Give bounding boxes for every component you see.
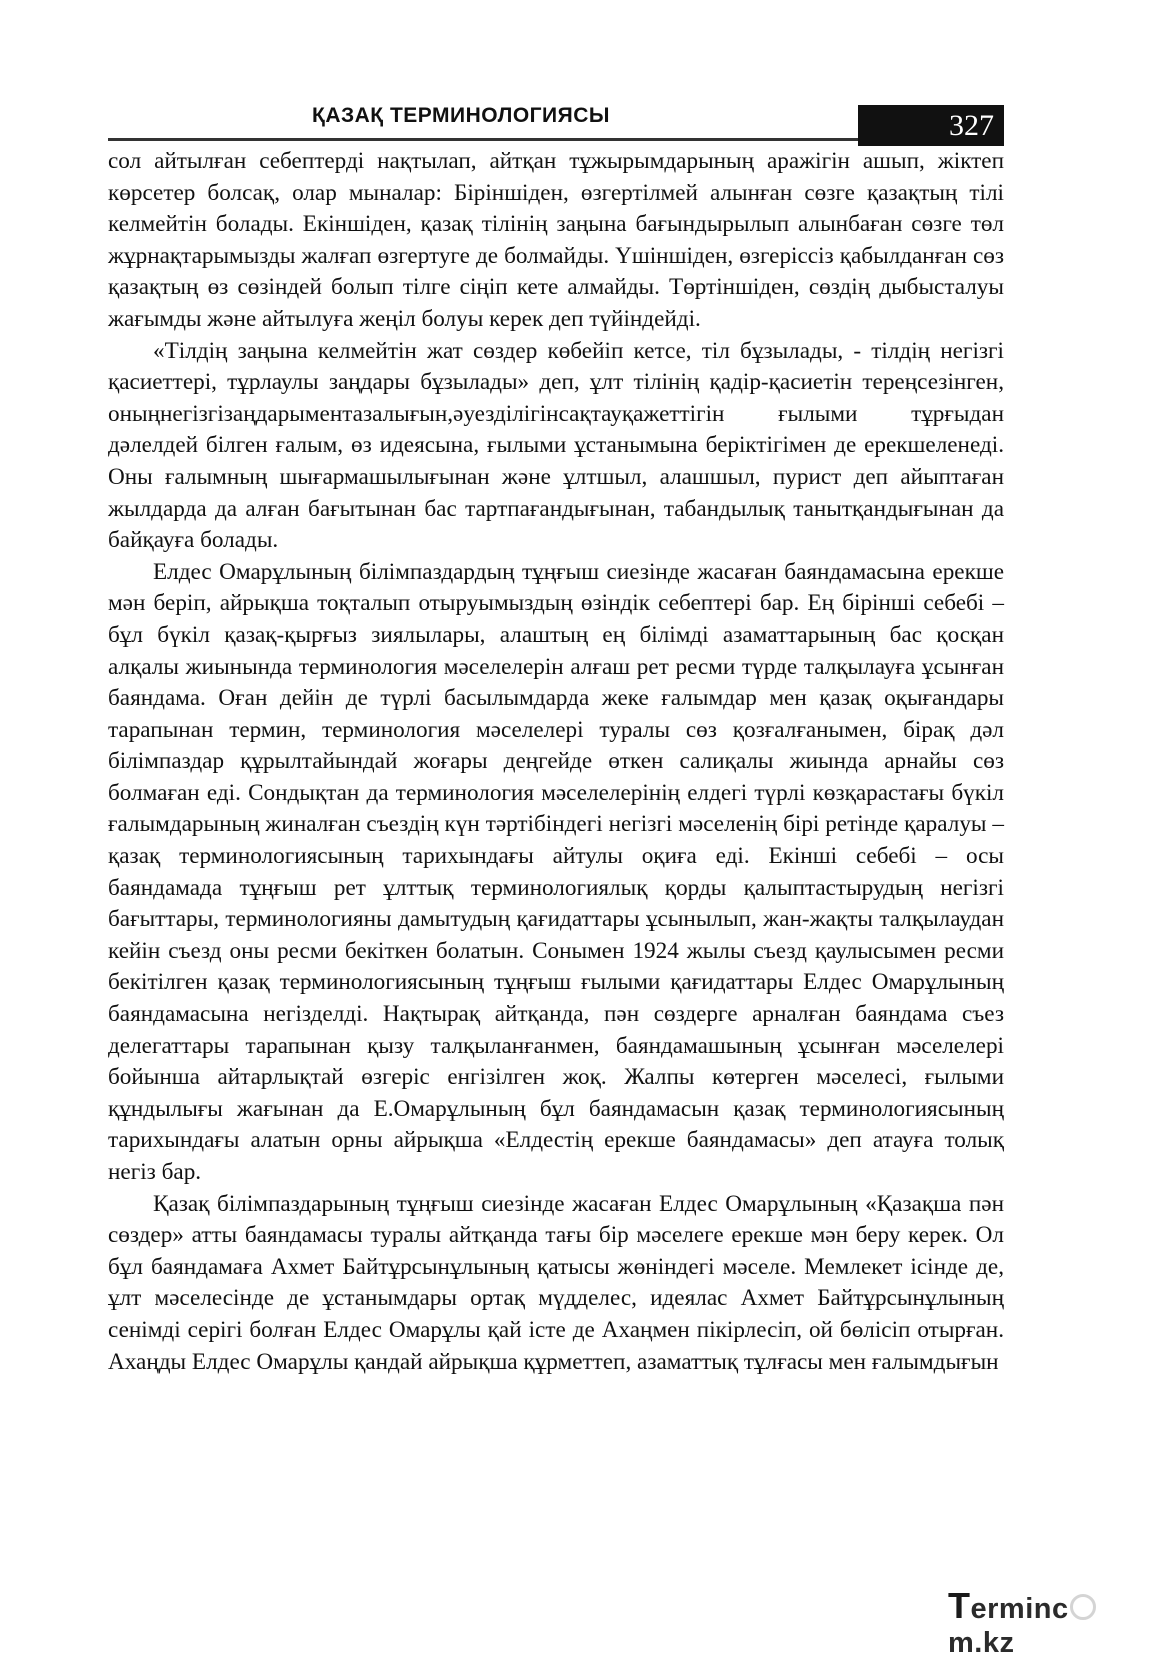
paragraph-2: «Тілдің заңына келмейтін жат сөздер көбейіп кетсе, тіл бұзылады, - тілдің негізгі қасиеттері, тұрлаулы заңдары бұзылады» деп, ұлт тілінің қадір-қасиетін тереңсезінген, оныңнегізгізаңдарыментазалығын,әуезділігінсақтауқажеттігін ғылыми тұрғыдан дәлелдей білген ғалым, өз идеясына, ғылыми ұстанымына беріктігімен де ерекшеленеді. Оны ғалымның шығармашылығынан және ұлтшыл, алашшыл, пурист деп айыптаған жылдарда да алған бағытынан бас тартпағандығынан, табандылық танытқандығынан да байқауға болады. bbox=[108, 337, 1004, 554]
watermark-o-circle-icon bbox=[1070, 1594, 1096, 1620]
running-header-title: ҚАЗАҚ ТЕРМИНОЛОГИЯСЫ bbox=[312, 104, 610, 127]
paragraph-3: Елдес Омарұлының білімпаздардың тұңғыш сиезінде жасаған баяндамасына ерекше мән беріп, айрықша тоқталып отыруымыздың өзіндік себептері бар. Ең бірінші себебі – бұл бүкіл қазақ-қырғыз зиялылары, алаштың ең білімді азаматтарының бас қосқан алқалы жиынында терминология мәселелерін алғаш рет ресми түрде талқылауға ұсынған баяндама. Оған дейін де түрлі басылымдарда жеке ғалымдар мен қазақ оқығандары тарапынан термин, терминология мәселелері туралы сөз қозғалғанымен, бірақ дәл білімпаздар құрылтайындай жоғары деңгейде өткен салиқалы жиында арнайы сөз болмаған еді. Сондықтан да терминология мәселелерінің елдегі түрлі көзқарастағы бүкіл ғалымдарының жиналған съездің күн тәртібіндегі негізгі мәселенің бірі ретінде қаралуы – қазақ терминологиясының тарихындағы айтулы оқиға еді. Екінші себебі – осы баяндамада тұңғыш рет ұлттық терминологиялық қорды қалыптастырудың негізгі бағыттары, терминологияны дамытудың қағидаттары ұсынылып, жан-жақты талқылаудан кейін съезд оны ресми бекіткен болатын. Сонымен 1924 жылы съезд қаулысымен ресми бекітілген қазақ терминологиясының тұңғыш ғылыми қағидаттары Елдес Омарұлының баяндамасына негізделді. Нақтырақ айтқанда, пән сөздерге арналған баяндама съез делегаттары тарапынан қызу талқыланғанмен, баяндамашының ұсынған мәселелері бойынша айтарлықтай өзгеріс енгізілген жоқ. Жалпы көтерген мәселесі, ғылыми құндылығы жағынан да Е.Омарұлының бұл баяндамасын қазақ терминологиясының тарихындағы алатын орны айрықша «Елдестің ерекше баяндамасы» деп атауға толық негіз бар. bbox=[108, 558, 1004, 1185]
watermark-text-a: erminc bbox=[970, 1593, 1069, 1625]
page-number: 327 bbox=[858, 105, 1004, 146]
paragraph-1: сол айтылған себептерді нақтылап, айтқан тұжырымдарының аражігін ашып, жіктеп көрсетер болсақ, олар мыналар: Біріншіден, өзгертілмей алынған сөзге қазақтың тілі келмейтін болады. Екіншіден, қазақ тілінің заңына бағындырылып алынбаған сөзге төл жұрнақтарымызды жалғап өзгертуге де болмайды. Үшіншіден, өзгеріссіз қабылданған сөз қазақтың өз сөзіндей болып тілге сіңіп кете алмайды. Төртіншіден, сөздің дыбысталуы жағымды және айтылуға жеңіл болуы керек деп түйіндейді. bbox=[108, 148, 1004, 332]
paragraph-4: Қазақ білімпаздарының тұңғыш сиезінде жасаған Елдес Омарұлының «Қазақша пән сөздер» атты баяндамасы туралы айтқанда тағы бір мәселеге ерекше мән беру керек. Ол бұл баяндамаға Ахмет Байтұрсынұлының қатысы жөніндегі мәселе. Мемлекет ісінде де, ұлт мәселесінде де ұстанымдары ортақ мүдделес, идеялас Ахмет Байтұрсынұлының сенімді серігі болған Елдес Омарұлы қай істе де Ахаңмен пікірлесіп, ой бөлісіп отырған. Ахаңды Елдес Омарұлы қандай айрықша құрметтеп, азаматтық тұлғасы мен ғалымдығын bbox=[108, 1190, 1004, 1375]
termincom-watermark-logo bbox=[948, 1585, 1158, 1660]
header-rule bbox=[108, 138, 858, 141]
watermark-letter-t: T bbox=[948, 1585, 971, 1626]
body-text bbox=[108, 146, 1004, 1378]
watermark-text-b: m.kz bbox=[948, 1627, 1015, 1659]
